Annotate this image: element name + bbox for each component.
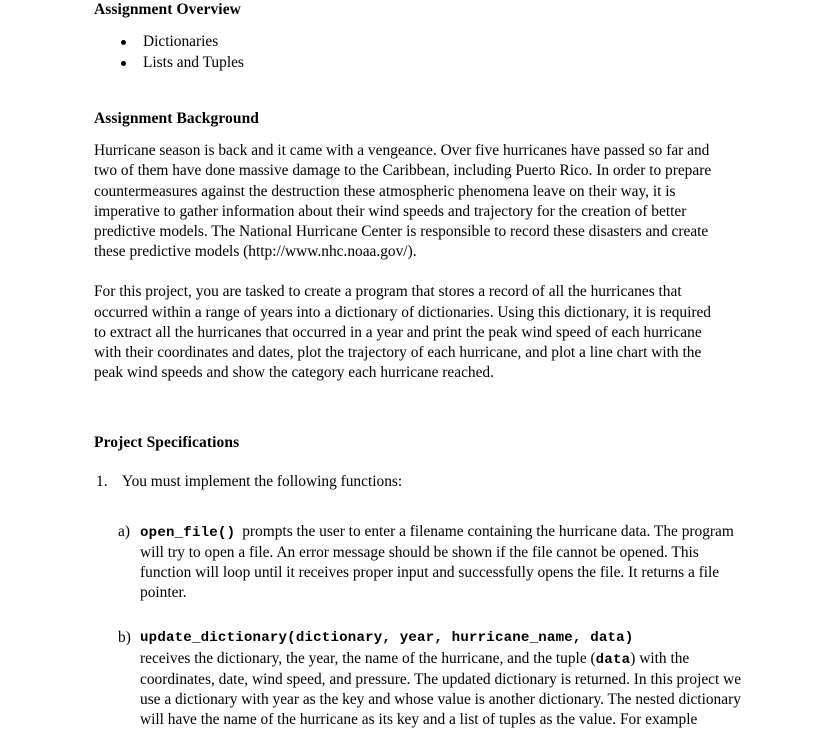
list-item-label: Dictionaries xyxy=(143,33,219,50)
function-signature-update-dictionary: update_dictionary(dictionary, year, hurricane_name, data) xyxy=(140,630,634,647)
function-description-open-file: prompts the user to enter a filename containing the hurricane data. The program will try to open a file. An error message should be shown if the file cannot be opened. This function will loop until it receives proper input and successfully opens the file. It returns a file pointer. xyxy=(140,522,734,602)
inline-code-data: data xyxy=(595,651,631,668)
bullet-icon xyxy=(121,40,126,45)
background-paragraph-1: Hurricane season is back and it came with a vengeance. Over five hurricanes have passed so far and two of them have done massive damage to the Caribbean, including Puerto Rico. In order to prepare countermeasures against the destruction these atmospheric phenomena leave on their way, it is imperative to gather information about their wind speeds and trajectory for the creation of better predictive models. The National Hurricane Center is responsible to record these disasters and create these predictive models (http://www.nhc.noaa.gov/). xyxy=(94,142,712,261)
function-signature-open-file: open_file() xyxy=(140,524,236,541)
spacer xyxy=(94,262,722,282)
list-marker: a) xyxy=(118,522,130,540)
spacer xyxy=(94,493,722,513)
spacer xyxy=(94,419,722,433)
list-marker: 1. xyxy=(96,473,108,491)
spec-item-1-text: You must implement the following functions: xyxy=(122,473,403,491)
function-spec-update-dictionary xyxy=(118,628,744,730)
heading-project-specifications: Project Specifications xyxy=(94,434,240,452)
spacer xyxy=(94,603,722,623)
heading-assignment-overview: Assignment Overview xyxy=(94,1,241,18)
list-marker: b) xyxy=(118,629,131,647)
function-spec-open-file xyxy=(118,522,744,604)
function-description-part2: ) with the coordinates, date, wind speed, and pressure. The updated dictionary is returned. xyxy=(140,649,690,688)
spacer xyxy=(94,128,722,141)
background-paragraph-2: For this project, you are tasked to create a program that stores a record of all the hurricanes that occurred within a range of years into a dictionary of dictionaries. Using this dictionary, it is required to extract all the hurricanes that occurred in a year and print the peak wind speed of each hurricane with their coordinates and dates, plot the trajectory of each hurricane, and plot a line chart with the peak wind speeds and show the category each hurricane reached. xyxy=(94,283,712,382)
spacer xyxy=(94,383,722,419)
document-content xyxy=(94,0,742,730)
overview-bullet-list xyxy=(94,32,722,73)
spacer xyxy=(94,452,722,472)
function-description-part1: receives the dictionary, the year, the name of the hurricane, and the tuple ( xyxy=(140,649,596,667)
spec-item-1 xyxy=(94,472,722,492)
heading-assignment-background: Assignment Background xyxy=(94,110,260,128)
list-item-label: Lists and Tuples xyxy=(143,53,244,71)
function-description-part3: In this project we use a dictionary with year as the key and whose value is another dictionary. The nested dictionary will have the name of the hurricane as its key and a list of tuples as the value. For example xyxy=(140,670,742,729)
bullet-icon xyxy=(121,61,126,66)
list-item xyxy=(94,32,722,53)
spacer xyxy=(94,513,722,522)
spacer xyxy=(94,19,722,32)
list-item xyxy=(94,53,722,74)
spacer xyxy=(94,73,722,109)
